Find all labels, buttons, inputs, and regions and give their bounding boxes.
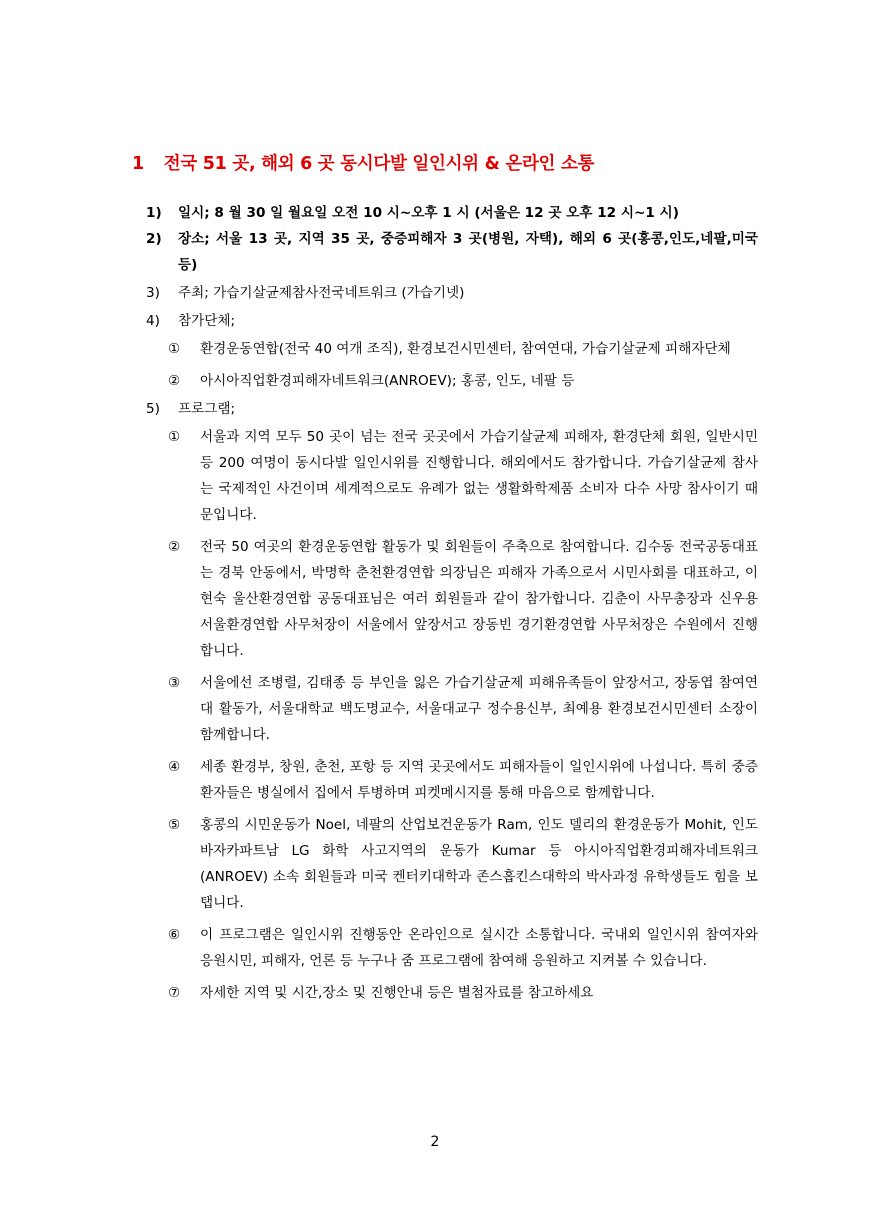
sub-text: 서울과 지역 모두 50 곳이 넘는 전국 곳곳에서 가습기살균제 피해자, 환경단체 회원, 일반시민 등 200 여명이 동시다발 일인시위를 진행합니다. 해외에서도 참가합니다. 가습기살균제 참사는 국제적인 사건이며 세계적으로도 유례가 없는 생활화학제품 소비자 다수 사망 참사이기 때문입니다. bbox=[200, 429, 758, 523]
sub-marker: ① bbox=[168, 341, 181, 357]
section-number: 1 bbox=[132, 154, 144, 174]
sub-marker: ② bbox=[168, 373, 181, 389]
list-item-host bbox=[146, 280, 758, 306]
sub-text: 세종 환경부, 창원, 춘천, 포항 등 지역 곳곳에서도 피해자들이 일인시위에 나섭니다. 특히 중증환자들은 병실에서 집에서 투병하며 피켓메시지를 통해 마음으로 함께합니다. bbox=[200, 759, 758, 801]
page-number: 2 bbox=[430, 1134, 440, 1150]
sub-text: 서울에선 조병렬, 김태종 등 부인을 잃은 가습기살균제 피해유족들이 앞장서고, 장동엽 참여연대 활동가, 서울대학교 백도명교수, 서울대교구 정수용신부, 최예용 환경보건시민센터 소장이 함께합니다. bbox=[200, 675, 758, 743]
program-item bbox=[168, 424, 758, 528]
program-item bbox=[168, 812, 758, 916]
item-marker: 2) bbox=[146, 231, 162, 247]
participants-sublist bbox=[146, 336, 758, 394]
sub-marker: ⑤ bbox=[168, 817, 181, 833]
item-marker: 1) bbox=[146, 205, 162, 221]
section-title-text: 전국 51 곳, 해외 6 곳 동시다발 일인시위 & 온라인 소통 bbox=[163, 154, 595, 174]
item-text: 참가단체; bbox=[178, 313, 236, 329]
item-marker: 5) bbox=[146, 401, 160, 417]
sub-marker: ⑥ bbox=[168, 927, 181, 943]
info-list bbox=[146, 200, 758, 1006]
program-sublist-wrap bbox=[146, 424, 758, 1006]
sub-marker: ④ bbox=[168, 759, 181, 775]
item-text: 주최; 가습기살균제참사전국네트워크 (가습기넷) bbox=[178, 285, 465, 301]
list-item-date bbox=[146, 200, 758, 226]
sub-text: 홍콩의 시민운동가 Noel, 네팔의 산업보건운동가 Ram, 인도 델리의 환경운동가 Mohit, 인도 바자카파트남 LG 화학 사고지역의 운동가 Kumar 등 아시아직업환경피해자네트워크(ANROEV) 소속 회원들과 미국 켄터키대학과 존스홉킨스대학의 박사과정 유학생들도 힘을 보탭니다. bbox=[200, 817, 758, 911]
participant-item bbox=[168, 368, 758, 394]
program-sublist bbox=[146, 424, 758, 1006]
program-item bbox=[168, 754, 758, 806]
item-marker: 4) bbox=[146, 313, 160, 329]
item-marker: 3) bbox=[146, 285, 160, 301]
list-item-participants bbox=[146, 308, 758, 334]
sub-marker: ⑦ bbox=[168, 985, 181, 1001]
item-text: 장소; 서울 13 곳, 지역 35 곳, 중증피해자 3 곳(병원, 자택), 해외 6 곳(홍콩,인도,네팔,미국 등) bbox=[178, 231, 758, 273]
program-item bbox=[168, 922, 758, 974]
sub-text: 이 프로그램은 일인시위 진행동안 온라인으로 실시간 소통합니다. 국내외 일인시위 참여자와 응원시민, 피해자, 언론 등 누구나 줌 프로그램에 참여해 응원하고 지켜볼 수 있습니다. bbox=[200, 927, 758, 969]
program-item bbox=[168, 534, 758, 664]
program-item bbox=[168, 980, 758, 1006]
participants-sublist-wrap bbox=[146, 336, 758, 394]
participant-item bbox=[168, 336, 758, 362]
sub-marker: ③ bbox=[168, 675, 181, 691]
sub-text: 환경운동연합(전국 40 여개 조직), 환경보건시민센터, 참여연대, 가습기살균제 피해자단체 bbox=[200, 341, 731, 357]
list-item-venue bbox=[146, 226, 758, 278]
list-item-program bbox=[146, 396, 758, 422]
item-text: 프로그램; bbox=[178, 401, 236, 417]
sub-text: 전국 50 여곳의 환경운동연합 활동가 및 회원들이 주축으로 참여합니다. 김수동 전국공동대표는 경북 안동에서, 박명학 춘천환경연합 의장님은 피해자 가족으로서 시민사회를 대표하고, 이현숙 울산환경연합 공동대표님은 여러 회원들과 같이 참가합니다. 김춘이 사무총장과 신우용 서울환경연합 사무처장이 서울에서 앞장서고 장동빈 경기환경연합 사무처장은 수원에서 진행합니다. bbox=[200, 539, 758, 659]
program-item bbox=[168, 670, 758, 748]
item-text: 일시; 8 월 30 일 월요일 오전 10 시~오후 1 시 (서울은 12 곳 오후 12 시~1 시) bbox=[178, 205, 679, 221]
sub-marker: ① bbox=[168, 429, 181, 445]
sub-text: 자세한 지역 및 시간,장소 및 진행안내 등은 별첨자료를 참고하세요 bbox=[200, 985, 594, 1001]
sub-marker: ② bbox=[168, 539, 181, 555]
sub-text: 아시아직업환경피해자네트워크(ANROEV); 홍콩, 인도, 네팔 등 bbox=[200, 373, 575, 389]
section-title bbox=[132, 150, 832, 175]
